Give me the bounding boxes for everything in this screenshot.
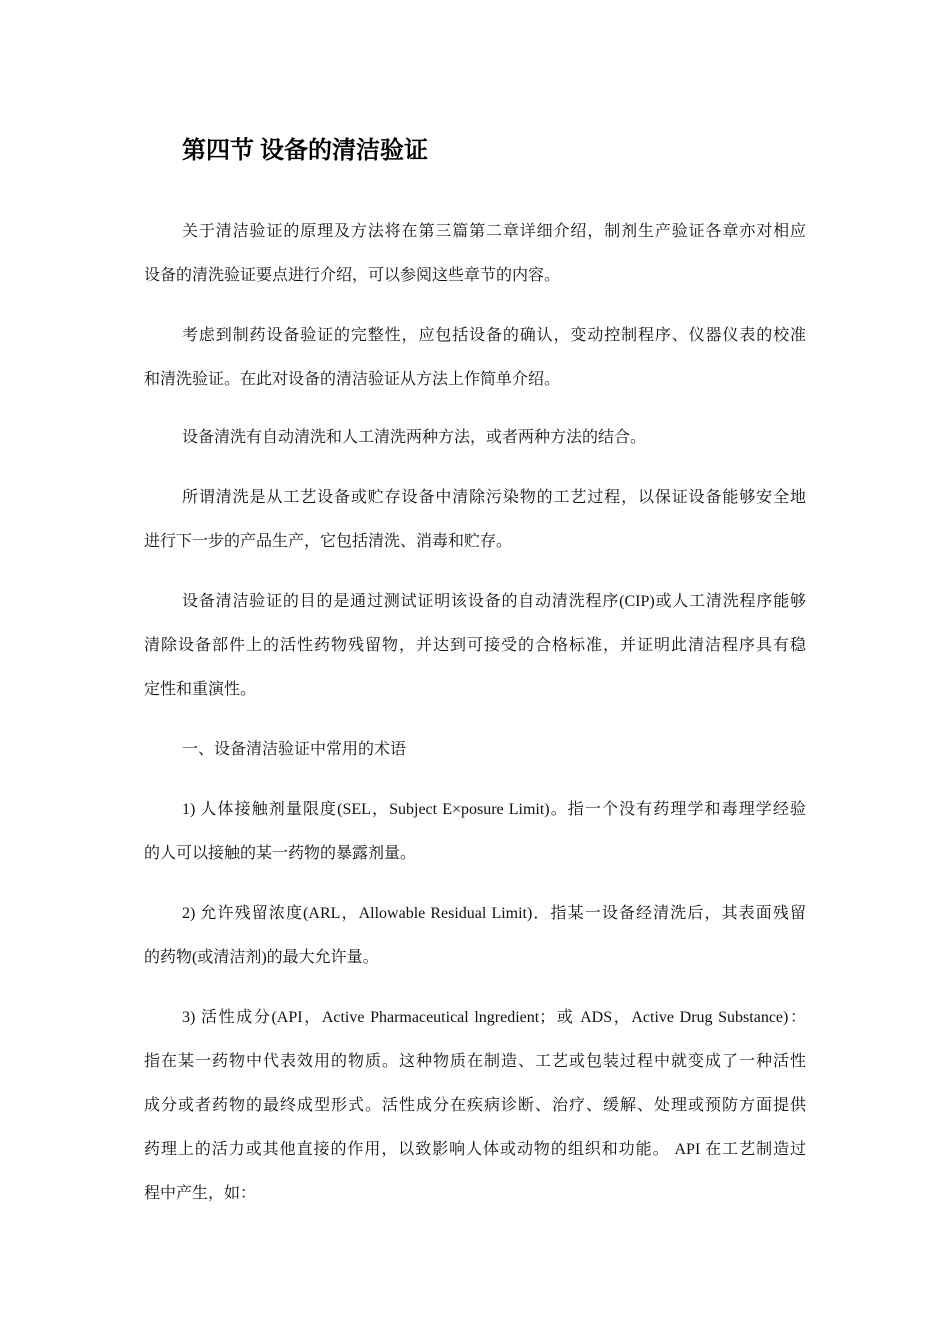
text-line: 程中产生，如： — [144, 1185, 257, 1202]
text-line: 2) 允许残留浓度(ARL，Allowable Residual Limit)．指某一设备经清洗后，其表面残留 — [182, 905, 806, 922]
text-line: 3) 活性成分(API，Active Pharmaceutical lngredient；或 ADS，Active Drug Substance)： — [182, 1009, 806, 1026]
text-line: 设备清洁验证的目的是通过测试证明该设备的自动清洗程序(CIP)或人工清洗程序能够 — [182, 593, 806, 610]
text-line: 进行下一步的产品生产，它包括清洗、消毒和贮存。 — [144, 533, 513, 550]
paragraph-section-heading — [144, 728, 806, 772]
text-line: 药理上的活力或其他直接的作用，以致影响人体或动物的组织和功能。 API 在工艺制造过 — [144, 1141, 806, 1158]
paragraph-completeness — [144, 314, 806, 402]
paragraph-purpose — [144, 580, 806, 712]
text-line: 一、设备清洁验证中常用的术语 — [182, 741, 407, 758]
text-line: 的药物(或清洁剂)的最大允许量。 — [144, 949, 379, 966]
text-line: 设备的清洗验证要点进行介绍，可以参阅这些章节的内容。 — [144, 267, 561, 284]
text-line: 设备清洗有自动清洗和人工清洗两种方法，或者两种方法的结合。 — [182, 429, 647, 446]
text-line: 成分或者药物的最终成型形式。活性成分在疾病诊断、治疗、缓解、处理或预防方面提供 — [144, 1097, 806, 1114]
text-line: 所谓清洗是从工艺设备或贮存设备中清除污染物的工艺过程，以保证设备能够安全地 — [182, 489, 806, 506]
section-title: 第四节 设备的清洁验证 — [182, 138, 428, 164]
paragraph-methods — [144, 416, 806, 460]
paragraph-intro — [144, 210, 806, 298]
paragraph-definition — [144, 476, 806, 564]
paragraph-term-api — [144, 996, 806, 1216]
text-line: 和清洗验证。在此对设备的清洁验证从方法上作简单介绍。 — [144, 371, 561, 388]
text-line: 指在某一药物中代表效用的物质。这种物质在制造、工艺或包装过程中就变成了一种活性 — [144, 1053, 806, 1070]
text-line: 1) 人体接触剂量限度(SEL，Subject E×posure Limit)。指一个没有药理学和毒理学经验 — [182, 801, 806, 818]
text-line: 定性和重演性。 — [144, 681, 257, 698]
text-line: 关于清洁验证的原理及方法将在第三篇第二章详细介绍，制剂生产验证各章亦对相应 — [182, 223, 806, 240]
paragraph-term-arl — [144, 892, 806, 980]
text-line: 清除设备部件上的活性药物残留物，并达到可接受的合格标准，并证明此清洁程序具有稳 — [144, 637, 806, 654]
text-line: 的人可以接触的某一药物的暴露剂量。 — [144, 845, 417, 862]
paragraph-term-sel — [144, 788, 806, 876]
text-line: 考虑到制药设备验证的完整性，应包括设备的确认，变动控制程序、仪器仪表的校准 — [182, 327, 806, 344]
